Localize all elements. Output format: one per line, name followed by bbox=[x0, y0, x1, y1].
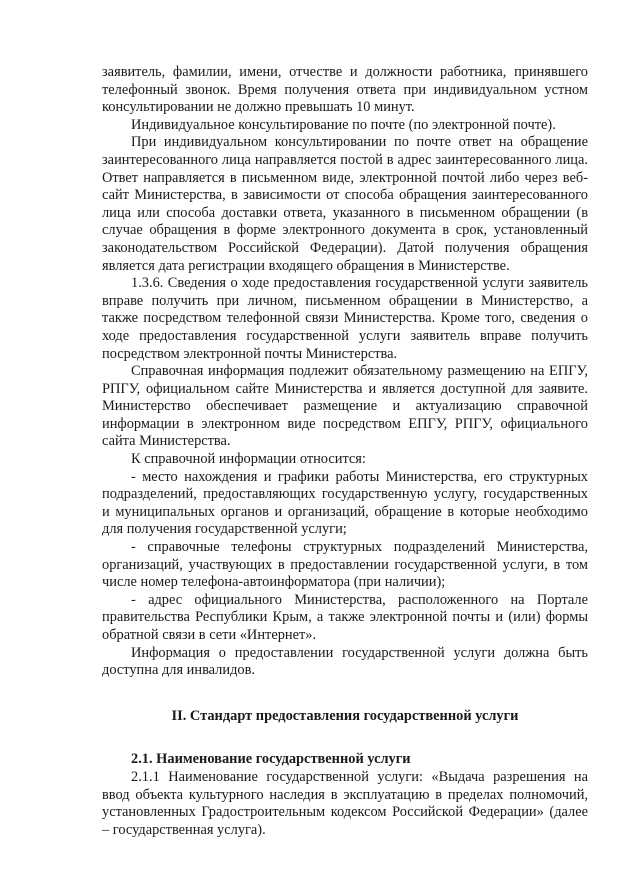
list-item-location: - место нахождения и графики работы Министерства, его структурных подразделений, предоставляющих государственную услугу, государственных и муниципальных органов и организаций, обращение в которые необходимо для получения государственной услуги; bbox=[102, 468, 588, 538]
paragraph-reference-info: Справочная информация подлежит обязательному размещению на ЕПГУ, РПГУ, официальном сайте Министерства и является доступной для заявите. Министерство обеспечивает размещение и актуализацию справочной информации в электронном виде посредством ЕПГУ, РПГУ, официального сайта Министерства. bbox=[102, 363, 588, 450]
paragraph-mail-consulting: Индивидуальное консультирование по почте (по электронной почте). bbox=[131, 116, 556, 133]
list-item-address: - адрес официального Министерства, расположенного на Портале правительства Республики Крым, а также электронной почты и (или) формы обратной связи в сети «Интернет». bbox=[102, 591, 588, 643]
paragraph-disabled-access: Информация о предоставлении государственной услуги должна быть доступна для инвалидов. bbox=[102, 644, 588, 679]
paragraph-1-3-6: 1.3.6. Сведения о ходе предоставления государственной услуги заявитель вправе получить при личном, письменном обращении в Министерство, а также посредством телефонной связи Министерства. Кроме того, сведения о ходе предоставления государственной услуги заявитель вправе получить посредством электронной почты Министерства. bbox=[102, 275, 588, 362]
section-heading: II. Стандарт предоставления государственной услуги bbox=[171, 707, 519, 724]
paragraph-2-1-1: 2.1.1 Наименование государственной услуги: «Выдача разрешения на ввод объекта культурного наследия в эксплуатацию в пределах полномочий, установленных Градостроительным кодексом Российской Федерации» (далее – государственная услуга). bbox=[102, 768, 588, 838]
subsection-heading: 2.1. Наименование государственной услуги bbox=[131, 751, 411, 768]
paragraph-reference-list-intro: К справочной информации относится: bbox=[131, 451, 366, 468]
paragraph-mail-response: При индивидуальном консультировании по почте ответ на обращение заинтересованного лица направляется постой в адрес заинтересованного лица. Ответ направляется в письменном виде, электронной почтой либо через веб-сайт Министерства, в зависимости от способа обращения заинтересованного лица или способа доставки ответа, указанного в письменном обращении (в случае обращения в форме электронного документа в срок, установленный законодательством Российской Федерации). Датой получения обращения является дата регистрации входящего обращения в Министерстве. bbox=[102, 134, 588, 274]
list-item-phones: - справочные телефоны структурных подразделений Министерства, организаций, участвующих в предоставлении государственной услуги, в том числе номер телефона-автоинформатора (при наличии); bbox=[102, 539, 588, 591]
paragraph-intro: заявитель, фамилии, имени, отчестве и должности работника, принявшего телефонный звонок. Время получения ответа при индивидуальном устном консультировании не должно превышать 10 минут. bbox=[102, 64, 588, 116]
